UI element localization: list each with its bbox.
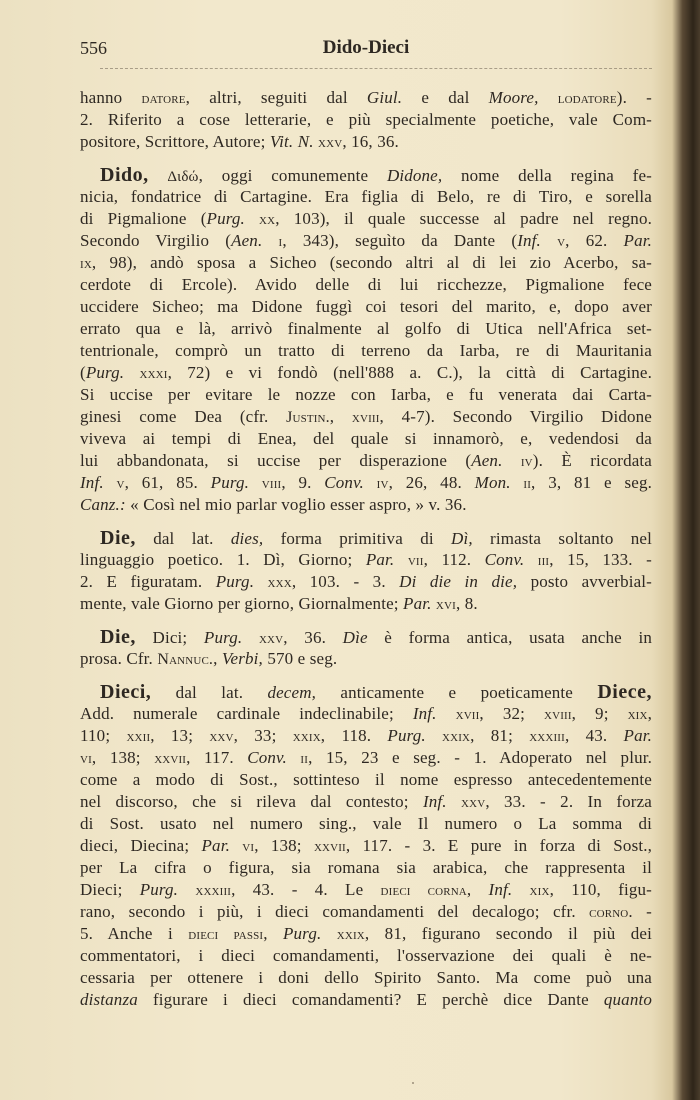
headword: Dido,	[100, 164, 149, 186]
text-line	[80, 813, 652, 835]
text-segment	[502, 451, 520, 470]
text-segment: Di die in die,	[399, 572, 518, 591]
text-segment: ). -	[616, 88, 652, 107]
text-segment: vi	[80, 750, 92, 767]
text-line	[80, 747, 652, 769]
text-segment: 570 e seg.	[262, 649, 338, 668]
text-segment: Par.	[365, 550, 395, 569]
text-segment: nome della regina fe-	[442, 166, 652, 185]
text-line	[80, 725, 652, 747]
text-segment: 2. Riferito a cose letterarie, e più specialmente poetiche, vale Com-	[80, 110, 652, 129]
text-segment: lui abbandonata, si uccise per disperazione (	[80, 451, 472, 470]
page-number: 556	[80, 38, 107, 58]
text-segment	[447, 792, 461, 811]
text-segment	[511, 473, 524, 492]
text-segment: Verbi,	[221, 649, 263, 668]
text-segment: Dì,	[451, 529, 473, 548]
headword: Diece,	[597, 681, 652, 703]
text-segment: (	[80, 363, 86, 382]
text-segment	[245, 209, 259, 228]
text-segment: quanto	[603, 990, 652, 1009]
text-segment: iv	[376, 475, 389, 492]
text-segment: ,	[466, 880, 489, 899]
text-segment: iii	[537, 552, 550, 569]
text-line	[80, 109, 652, 131]
text-segment: Dieci;	[80, 880, 140, 899]
text-line	[80, 791, 652, 813]
text-segment: , 343), seguìto da Dante (	[282, 231, 518, 250]
text-segment: Purg.	[387, 726, 426, 745]
text-segment: prosa. Cfr.	[80, 649, 158, 668]
text-segment: , oggi comunemente	[198, 166, 387, 185]
text-segment: , 112.	[423, 550, 485, 569]
text-segment: vi	[242, 838, 255, 855]
text-segment: , 9;	[571, 704, 628, 723]
text-segment: cerdote di Ercole). Avido delle di lui ricchezze, Pigmalione fece	[80, 275, 652, 294]
text-segment: di Pigmalione (	[80, 209, 207, 228]
text-segment: Par.	[623, 231, 653, 250]
text-line	[80, 681, 652, 703]
entry-dieci	[80, 681, 652, 1011]
text-line	[80, 164, 652, 186]
text-segment	[512, 880, 529, 899]
text-segment: Didone,	[386, 166, 443, 185]
text-segment: , 36.	[283, 628, 343, 647]
text-segment: hanno	[80, 88, 142, 107]
text-segment: , 72) e vi fondò (nell'888 a. C.), la città di Cartagine.	[167, 363, 652, 382]
text-segment: « Così nel mio parlar voglio esser aspro, » v. 36.	[125, 495, 467, 514]
text-segment: Conv.	[247, 748, 287, 767]
text-segment: , 16, 36.	[342, 132, 399, 151]
text-segment: dieci passi	[188, 926, 264, 943]
text-line	[80, 87, 652, 109]
text-segment: figurare i dieci comandamenti? E perchè dice Dante	[137, 990, 604, 1009]
text-segment: Aen.	[231, 231, 263, 250]
text-segment	[249, 473, 262, 492]
text-segment: xxv	[318, 134, 343, 151]
headword: Dieci,	[100, 681, 152, 703]
text-segment: datore	[141, 90, 186, 107]
text-segment: , 61, 85.	[124, 473, 211, 492]
text-segment: Si uccise per evitare le nozze con Iarba, e fu venerata dai Carta-	[80, 385, 652, 404]
text-segment: , 138;	[91, 748, 155, 767]
text-segment: , 3, 81 e seg.	[531, 473, 653, 492]
text-segment: , 8.	[455, 594, 478, 613]
text-segment: Giul.	[366, 88, 403, 107]
text-segment: , 4-7). Secondo Virgilio Didone	[379, 407, 652, 426]
text-segment: Aen.	[471, 451, 503, 470]
text-segment: Inf.	[412, 704, 437, 723]
text-segment: Add. numerale cardinale indeclinabile;	[80, 704, 413, 723]
text-segment: ,	[647, 704, 652, 723]
text-segment: Purg.	[206, 209, 245, 228]
text-line	[80, 428, 652, 450]
entry-dido	[80, 164, 652, 516]
text-segment: dal lat.	[151, 683, 268, 702]
text-segment: Conv.	[324, 473, 364, 492]
text-segment: 110;	[80, 726, 127, 745]
text-segment: ginesi come Dea (cfr.	[80, 407, 287, 426]
text-segment: nel discorso, che si rileva dal contesto;	[80, 792, 423, 811]
text-segment	[394, 550, 408, 569]
text-segment: Διδώ	[167, 169, 199, 185]
text-line	[80, 901, 652, 923]
text-line	[80, 384, 652, 406]
text-line	[80, 274, 652, 296]
text-line	[80, 230, 652, 252]
text-segment: tentrionale, comprò un tratto di terreno da Iarba, re di Mauritania	[80, 341, 652, 360]
text-segment	[262, 231, 278, 250]
text-segment: Par.	[403, 594, 432, 613]
text-segment: , 98), andò sposa a Sicheo (secondo altri al di lei zio Acerbo, sa-	[91, 253, 652, 272]
text-segment: , 81;	[470, 726, 530, 745]
text-segment: xxix	[442, 728, 471, 745]
text-segment	[178, 880, 195, 899]
running-title: Dido-Dieci	[322, 37, 410, 58]
text-segment: è forma antica, usata anche in	[367, 628, 652, 647]
text-segment: 5. Anche i	[80, 924, 189, 943]
text-segment	[541, 231, 557, 250]
text-segment	[242, 628, 259, 647]
text-segment: ,	[329, 407, 352, 426]
text-segment	[364, 473, 377, 492]
text-segment: Inf.	[422, 792, 447, 811]
text-segment: ii	[523, 475, 532, 492]
text-segment: mente, vale Giorno per giorno, Giornalmente;	[80, 594, 404, 613]
text-segment: , 62.	[565, 231, 624, 250]
text-segment: cessaria per ottenere i doni dello Spirito Santo. Ma come può una	[80, 968, 652, 987]
text-segment	[287, 748, 301, 767]
text-segment	[437, 704, 456, 723]
text-segment: come a modo di Sost., sottinteso il nome espresso antecedentemente	[80, 770, 652, 789]
text-segment: , 103. - 3.	[291, 572, 400, 591]
text-line	[80, 703, 652, 725]
text-segment: ,	[213, 649, 222, 668]
text-segment: uccidere Sicheo; ma Didone fuggì coi tesori del marito, e, dopo aver	[80, 297, 652, 316]
text-segment	[230, 836, 242, 855]
text-segment	[254, 572, 267, 591]
text-segment: , 9.	[281, 473, 325, 492]
text-line	[80, 318, 652, 340]
text-segment: vii	[407, 552, 424, 569]
text-segment: , 15, 133. -	[549, 550, 652, 569]
text-line	[80, 879, 652, 901]
text-segment: Conv.	[484, 550, 525, 569]
text-segment: Par.	[201, 836, 230, 855]
text-segment: positore, Scrittore, Autore;	[80, 132, 270, 151]
text-segment: ,	[263, 924, 283, 943]
text-line	[80, 450, 652, 472]
text-line	[80, 967, 652, 989]
text-segment: xxii	[126, 728, 151, 745]
text-segment: dieci corna	[380, 882, 467, 899]
text-segment: rimasta soltanto nel	[472, 529, 652, 548]
text-line	[80, 296, 652, 318]
text-segment: , 118.	[320, 726, 388, 745]
text-segment: errato qua e là, arrivò finalmente al golfo di Utica nell'Africa set-	[80, 319, 652, 338]
text-segment: xxvii	[313, 838, 346, 855]
text-segment: decem,	[267, 683, 317, 702]
continuation-paragraph	[80, 87, 652, 153]
text-segment: xxxi	[139, 365, 168, 382]
text-line	[80, 571, 652, 593]
text-segment: , 110, figu-	[549, 880, 652, 899]
text-segment: , 138;	[254, 836, 314, 855]
page-header	[80, 38, 652, 60]
text-line	[80, 648, 652, 670]
text-segment: xix	[529, 882, 550, 899]
text-segment: Canz.:	[80, 495, 126, 514]
text-line	[80, 769, 652, 791]
text-segment: xxxiii	[529, 728, 565, 745]
text-segment: , 32;	[479, 704, 544, 723]
text-segment: xxxiii	[195, 882, 232, 899]
text-segment: , 43. - 4. Le	[231, 880, 381, 899]
text-line	[80, 857, 652, 879]
text-segment: Mon.	[474, 473, 511, 492]
text-segment: dieci, Diecina;	[80, 836, 202, 855]
text-line	[80, 923, 652, 945]
page-body	[80, 87, 652, 1022]
text-segment	[149, 166, 168, 185]
text-segment: xxix	[336, 926, 365, 943]
text-segment: Dìe	[342, 628, 368, 647]
text-segment	[321, 924, 336, 943]
text-segment: viveva ai tempi di Enea, del quale si innamorò, e, vedendosi da	[80, 429, 652, 448]
text-segment	[104, 473, 117, 492]
text-segment: commentatori, i dieci comandamenti, l'osservazione dei quali è ne-	[80, 946, 652, 965]
text-segment: , 13;	[150, 726, 210, 745]
text-segment: posto avverbial-	[517, 572, 652, 591]
text-segment: Secondo Virgilio (	[80, 231, 232, 250]
text-segment: Purg.	[85, 363, 125, 382]
text-segment: dal lat.	[135, 529, 231, 548]
text-segment: xxvii	[154, 750, 187, 767]
text-segment: lodatore	[557, 90, 617, 107]
book-binding-edge	[690, 0, 700, 1100]
text-segment: xxv	[461, 794, 486, 811]
text-line	[80, 186, 652, 208]
text-segment: rano, secondo i più, i dieci comandamenti del decalogo; cfr.	[80, 902, 590, 921]
text-line	[80, 527, 652, 549]
text-segment: distanza	[80, 990, 138, 1009]
text-segment: , 103), il quale successe al padre nel regno.	[275, 209, 653, 228]
text-segment: , 81, figurano secondo il più dei	[364, 924, 652, 943]
text-segment: Nannuc.	[157, 651, 214, 668]
text-segment: , 117. - 3. E pure in forza di Sost.,	[345, 836, 653, 855]
text-segment: i	[278, 233, 283, 250]
text-segment: v	[557, 233, 566, 250]
text-line	[80, 626, 652, 648]
text-segment: , 33;	[233, 726, 293, 745]
text-segment: xviii	[351, 409, 380, 426]
text-segment: Par.	[623, 726, 652, 745]
text-segment: anticamente e poeticamente	[316, 683, 598, 702]
text-segment: v	[116, 475, 125, 492]
text-segment: Purg.	[283, 924, 322, 943]
text-segment: linguaggio poetico. 1. Dì, Giorno;	[80, 550, 366, 569]
text-line	[80, 549, 652, 571]
text-segment: xx	[259, 211, 276, 228]
text-segment: , altri, seguiti dal	[185, 88, 367, 107]
text-segment: , 117.	[186, 748, 248, 767]
text-segment: e dal	[402, 88, 489, 107]
text-segment: , 26, 48.	[388, 473, 475, 492]
text-segment: xxv	[209, 728, 234, 745]
text-segment: di Sost. usato nel numero sing., vale Il numero o La somma di	[80, 814, 652, 833]
text-segment	[124, 363, 139, 382]
text-line	[80, 252, 652, 274]
text-line	[80, 989, 652, 1011]
text-segment: Inf.	[488, 880, 513, 899]
text-segment: . -	[628, 902, 652, 921]
text-segment: 2. E figuratam.	[80, 572, 216, 591]
text-segment: xxv	[258, 630, 284, 647]
text-segment: Purg.	[215, 572, 255, 591]
entry-die-2	[80, 626, 652, 670]
text-segment: xvii	[455, 706, 480, 723]
text-segment: , 15, 23 e seg. - 1. Adoperato nel plur.	[308, 748, 653, 767]
text-line	[80, 593, 652, 615]
text-line	[80, 131, 652, 153]
text-segment: ii	[300, 750, 309, 767]
text-line	[80, 340, 652, 362]
text-segment: xxx	[267, 574, 292, 591]
text-segment: viii	[261, 475, 282, 492]
text-segment: ix	[80, 255, 92, 272]
text-segment: , 33. - 2. In forza	[485, 792, 652, 811]
entry-die-1	[80, 527, 652, 615]
text-segment: xxix	[292, 728, 321, 745]
text-line	[80, 208, 652, 230]
text-line	[80, 835, 652, 857]
text-segment: Purg.	[139, 880, 179, 899]
text-segment: forma primitiva di	[263, 529, 452, 548]
headword: Die,	[100, 527, 136, 549]
text-segment: , 43.	[564, 726, 624, 745]
text-segment: per La cifra o figura, sia romana sia arabica, che rappresenta il	[80, 858, 652, 877]
text-segment	[539, 88, 558, 107]
text-segment	[426, 726, 442, 745]
text-segment: dies,	[230, 529, 264, 548]
text-segment: Justin.	[286, 409, 330, 426]
text-segment	[524, 550, 538, 569]
text-line	[80, 494, 652, 516]
text-line	[80, 362, 652, 384]
text-segment: Purg.	[203, 628, 243, 647]
headword: Die,	[100, 626, 136, 648]
text-segment: Dici;	[135, 628, 204, 647]
text-line	[80, 945, 652, 967]
text-segment: nicia, fondatrice di Cartagine. Era figlia di Belo, re di Tiro, e sorella	[80, 187, 652, 206]
text-line	[80, 406, 652, 428]
text-segment: iv	[520, 453, 533, 470]
text-segment: Vit. N.	[269, 132, 314, 151]
paper-speck	[412, 1082, 414, 1084]
text-segment: Purg.	[210, 473, 250, 492]
text-segment: xix	[627, 706, 648, 723]
header-rule	[100, 68, 652, 69]
text-line	[80, 472, 652, 494]
text-segment: xviii	[544, 706, 572, 723]
text-segment: ). È ricordata	[532, 451, 653, 470]
text-segment: Moore,	[488, 88, 539, 107]
text-segment: xvi	[435, 596, 456, 613]
text-segment: Inf.	[80, 473, 104, 492]
text-segment: corno	[589, 904, 629, 921]
text-segment: Inf.	[517, 231, 541, 250]
